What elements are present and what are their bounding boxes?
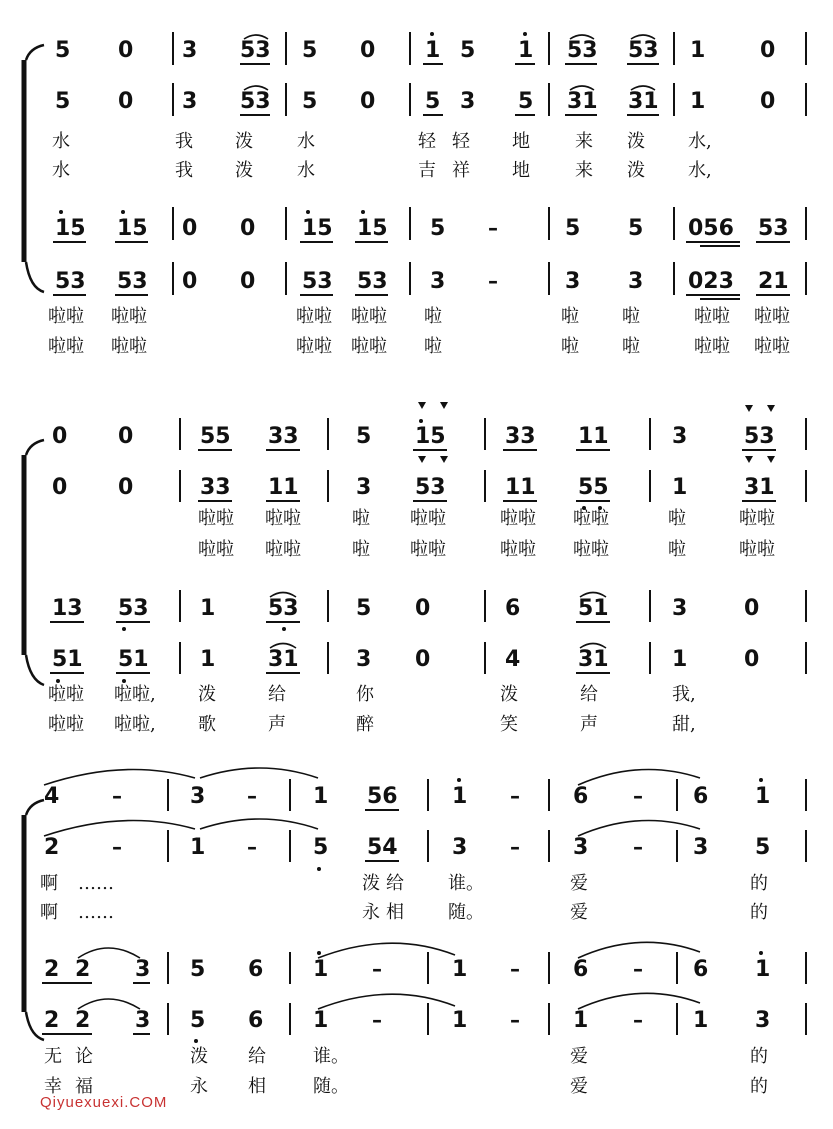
lyric: 醉 [356, 714, 374, 735]
note: 0 [415, 596, 431, 621]
note: 53 [758, 216, 789, 241]
lyric: 爱 [570, 902, 588, 923]
lyric: 福 [75, 1076, 93, 1097]
note: 53 [268, 596, 299, 621]
note: 6 [693, 784, 709, 809]
note: 5 [565, 216, 581, 241]
note: 53 [240, 89, 271, 114]
lyric: 幸 [44, 1076, 62, 1097]
lyric: 地 [512, 160, 530, 181]
note: 3 [628, 269, 644, 294]
lyric: 啦 [622, 336, 640, 357]
note: 1 [690, 38, 706, 63]
lyric: 给 [268, 684, 286, 705]
note: 5 [55, 38, 71, 63]
note: – [247, 835, 257, 859]
note: 3 [430, 269, 446, 294]
lyric: 啦啦 [48, 684, 84, 705]
note: 15 [357, 216, 388, 241]
lyric: 泼 [627, 160, 645, 181]
lyric: 啦啦 [265, 539, 301, 560]
lyric: 啦啦 [198, 539, 234, 560]
note: – [372, 957, 382, 981]
lyric: 轻 [418, 131, 436, 152]
note: 1 [313, 784, 329, 809]
system-6 [42, 942, 806, 1097]
lyric: …… [78, 902, 114, 923]
note: 3 [452, 835, 468, 860]
lyric: 啦啦 [48, 336, 84, 357]
lyric: 啦啦 [739, 539, 775, 560]
lyric: 啦啦 [48, 306, 84, 327]
lyric: 啦 [668, 539, 686, 560]
lyric: 给 [580, 684, 598, 705]
lyric: 啦 [561, 336, 579, 357]
note: 0 [182, 269, 198, 294]
note: 3 [460, 89, 476, 114]
note: – [510, 957, 520, 981]
lyric: 相 [386, 902, 404, 923]
note: 6 [693, 957, 709, 982]
note: 0 [118, 475, 134, 500]
note: – [488, 269, 498, 293]
lyric: 给 [248, 1046, 266, 1067]
lyric: 泼 [500, 684, 518, 705]
lyric: 我 [175, 160, 193, 181]
system-3 [52, 402, 806, 560]
note: – [510, 1008, 520, 1032]
lyric: 谁。 [313, 1046, 349, 1067]
note: 0 [360, 89, 376, 114]
note: 3 [573, 835, 589, 860]
note: 1 [672, 647, 688, 672]
lyric: 谁。 [448, 873, 484, 894]
note: 3 [672, 596, 688, 621]
lyric: 论 [75, 1046, 93, 1067]
note: 33 [505, 424, 536, 449]
note: 5 [460, 38, 476, 63]
choir-brace-block-1 [24, 45, 44, 292]
note: 1 [452, 1008, 468, 1033]
note: 6 [573, 957, 589, 982]
note: 53 [357, 269, 388, 294]
lyric: 相 [248, 1076, 266, 1097]
note: 6 [248, 1008, 264, 1033]
note: 2 [75, 957, 91, 982]
note: 1 [690, 89, 706, 114]
note: 1 [200, 647, 216, 672]
choir-brace-block-2 [24, 440, 44, 685]
lyric: 啊 [40, 902, 58, 923]
note: 13 [52, 596, 83, 621]
note: 15 [55, 216, 86, 241]
note: 6 [573, 784, 589, 809]
lyric: 啦 [622, 306, 640, 327]
note: 4 [44, 784, 60, 809]
note: 5 [313, 835, 329, 860]
lyric: 我, [672, 684, 696, 705]
lyric: 啦啦 [500, 508, 536, 529]
note: 5 [430, 216, 446, 241]
note: 1 [755, 957, 771, 982]
lyric: 水 [52, 131, 70, 152]
note: 5 [302, 38, 318, 63]
note: – [510, 784, 520, 808]
note: 1 [313, 1008, 329, 1033]
note: – [510, 835, 520, 859]
note: 55 [578, 475, 609, 500]
note: 0 [52, 424, 68, 449]
lyric: 永 [362, 902, 380, 923]
lyric: 啦 [424, 336, 442, 357]
note: 31 [268, 647, 299, 672]
note: – [488, 216, 498, 240]
note: 53 [55, 269, 86, 294]
lyric: 啦啦 [48, 714, 84, 735]
note: 3 [182, 38, 198, 63]
note: 0 [744, 596, 760, 621]
lyric: 水, [688, 131, 712, 152]
note: 3 [356, 647, 372, 672]
lyric: 啦啦 [296, 336, 332, 357]
note: 3 [755, 1008, 771, 1033]
note: 54 [367, 835, 398, 860]
lyric: 啦啦 [694, 336, 730, 357]
note: 6 [505, 596, 521, 621]
note: 2 [75, 1008, 91, 1033]
note: 15 [415, 424, 446, 449]
note: 0 [182, 216, 198, 241]
note: 5 [628, 216, 644, 241]
lyric: 啦啦 [410, 539, 446, 560]
note: 53 [240, 38, 271, 63]
note: 5 [518, 89, 534, 114]
note: 31 [567, 89, 598, 114]
lyric: 永 [190, 1076, 208, 1097]
lyric: 我 [175, 131, 193, 152]
note: 5 [425, 89, 441, 114]
lyric: 爱 [570, 873, 588, 894]
note: 55 [200, 424, 231, 449]
lyric: 笑 [500, 714, 518, 735]
lyric: 水 [297, 131, 315, 152]
note: 31 [578, 647, 609, 672]
note: 53 [302, 269, 333, 294]
note: 53 [744, 424, 775, 449]
system-1 [52, 32, 806, 181]
note: – [633, 1008, 643, 1032]
note: 53 [117, 269, 148, 294]
note: – [633, 835, 643, 859]
lyric: 的 [750, 1076, 768, 1097]
lyric: 声 [268, 714, 286, 735]
note: 5 [356, 596, 372, 621]
lyric: 水 [52, 160, 70, 181]
note: 0 [760, 89, 776, 114]
lyric: 啦啦 [111, 306, 147, 327]
lyric: 来 [575, 160, 593, 181]
note: 056 [688, 216, 734, 241]
note: 51 [578, 596, 609, 621]
note: 5 [302, 89, 318, 114]
lyric: 啦啦 [754, 336, 790, 357]
lyric: 水, [688, 160, 712, 181]
note: 1 [190, 835, 206, 860]
note: 1 [200, 596, 216, 621]
lyric: 啦啦 [573, 508, 609, 529]
note: 51 [118, 647, 149, 672]
system-2 [48, 207, 806, 357]
lyric: 啦啦 [351, 306, 387, 327]
note: 0 [118, 89, 134, 114]
note: 53 [415, 475, 446, 500]
note: 33 [200, 475, 231, 500]
lyric: 随。 [448, 902, 484, 923]
lyric: 啦啦 [694, 306, 730, 327]
note: 0 [744, 647, 760, 672]
lyric: 的 [750, 1046, 768, 1067]
lyric: 啦啦 [351, 336, 387, 357]
lyric: 啦啦 [265, 508, 301, 529]
lyric: 爱 [570, 1046, 588, 1067]
lyric: 无 [44, 1046, 62, 1067]
watermark: Qiyuexuexi.COM [40, 1094, 168, 1111]
lyric: 啦啦 [198, 508, 234, 529]
note: 53 [628, 38, 659, 63]
lyric: 随。 [313, 1076, 349, 1097]
lyric: 啦啦 [296, 306, 332, 327]
note: 3 [135, 957, 151, 982]
lyric: 啦啦, [114, 714, 156, 735]
lyric: 啊 [40, 873, 58, 894]
note: 4 [505, 647, 521, 672]
lyric: …… [78, 873, 114, 894]
note: – [633, 957, 643, 981]
note: 0 [240, 216, 256, 241]
note: 53 [567, 38, 598, 63]
note: 15 [302, 216, 333, 241]
note: 1 [518, 38, 534, 63]
lyric: 歌 [198, 714, 216, 735]
lyric: 声 [580, 714, 598, 735]
lyric: 泼 [627, 131, 645, 152]
note: 1 [693, 1008, 709, 1033]
note: 1 [425, 38, 441, 63]
note: 5 [356, 424, 372, 449]
note: 3 [693, 835, 709, 860]
lyric: 啦啦 [573, 539, 609, 560]
note: 0 [52, 475, 68, 500]
note: 1 [573, 1008, 589, 1033]
note: 21 [758, 269, 789, 294]
note: 1 [452, 957, 468, 982]
note: 3 [135, 1008, 151, 1033]
note: 11 [505, 475, 536, 500]
lyric: 啦啦, [114, 684, 156, 705]
note: 51 [52, 647, 83, 672]
lyric: 轻 [452, 131, 470, 152]
note: 3 [356, 475, 372, 500]
lyric: 祥 [452, 160, 470, 181]
note: 31 [744, 475, 775, 500]
note: 11 [268, 475, 299, 500]
note: 2 [44, 1008, 60, 1033]
note: 0 [360, 38, 376, 63]
lyric: 啦啦 [111, 336, 147, 357]
lyric: 地 [512, 131, 530, 152]
note: 33 [268, 424, 299, 449]
lyric: 水 [297, 160, 315, 181]
note: 1 [452, 784, 468, 809]
lyric: 啦 [424, 306, 442, 327]
note: 5 [55, 89, 71, 114]
note: 56 [367, 784, 398, 809]
lyric: 泼 [235, 160, 253, 181]
system-5 [40, 768, 806, 923]
note: 1 [313, 957, 329, 982]
note: 0 [760, 38, 776, 63]
system-4 [48, 590, 806, 735]
lyric: 你 [356, 684, 374, 705]
lyric: 泼 [235, 131, 253, 152]
lyric: 啦啦 [500, 539, 536, 560]
lyric: 泼 [362, 873, 380, 894]
lyric: 啦啦 [739, 508, 775, 529]
note: 3 [190, 784, 206, 809]
note: – [112, 784, 122, 808]
note: – [247, 784, 257, 808]
note: 3 [672, 424, 688, 449]
note: 0 [118, 424, 134, 449]
note: 0 [240, 269, 256, 294]
note: 2 [44, 835, 60, 860]
note: 1 [672, 475, 688, 500]
lyric: 泼 [198, 684, 216, 705]
note: 15 [117, 216, 148, 241]
lyric: 爱 [570, 1076, 588, 1097]
lyric: 泼 [190, 1046, 208, 1067]
note: – [372, 1008, 382, 1032]
lyric: 的 [750, 902, 768, 923]
note: 31 [628, 89, 659, 114]
note: 5 [190, 957, 206, 982]
lyric: 啦 [352, 539, 370, 560]
lyric: 给 [386, 873, 404, 894]
note: 6 [248, 957, 264, 982]
lyric: 啦啦 [410, 508, 446, 529]
lyric: 的 [750, 873, 768, 894]
note: 023 [688, 269, 734, 294]
note: 5 [190, 1008, 206, 1033]
note: 11 [578, 424, 609, 449]
note: 0 [415, 647, 431, 672]
note: – [112, 835, 122, 859]
lyric: 甜, [672, 714, 696, 735]
note: 5 [755, 835, 771, 860]
lyric: 来 [575, 131, 593, 152]
lyric: 啦啦 [754, 306, 790, 327]
note: 3 [565, 269, 581, 294]
lyric: 啦 [561, 306, 579, 327]
note: 53 [118, 596, 149, 621]
note: 0 [118, 38, 134, 63]
note: 1 [755, 784, 771, 809]
note: – [633, 784, 643, 808]
lyric: 啦 [668, 508, 686, 529]
note: 3 [182, 89, 198, 114]
note: 2 [44, 957, 60, 982]
lyric: 啦 [352, 508, 370, 529]
lyric: 吉 [418, 160, 436, 181]
